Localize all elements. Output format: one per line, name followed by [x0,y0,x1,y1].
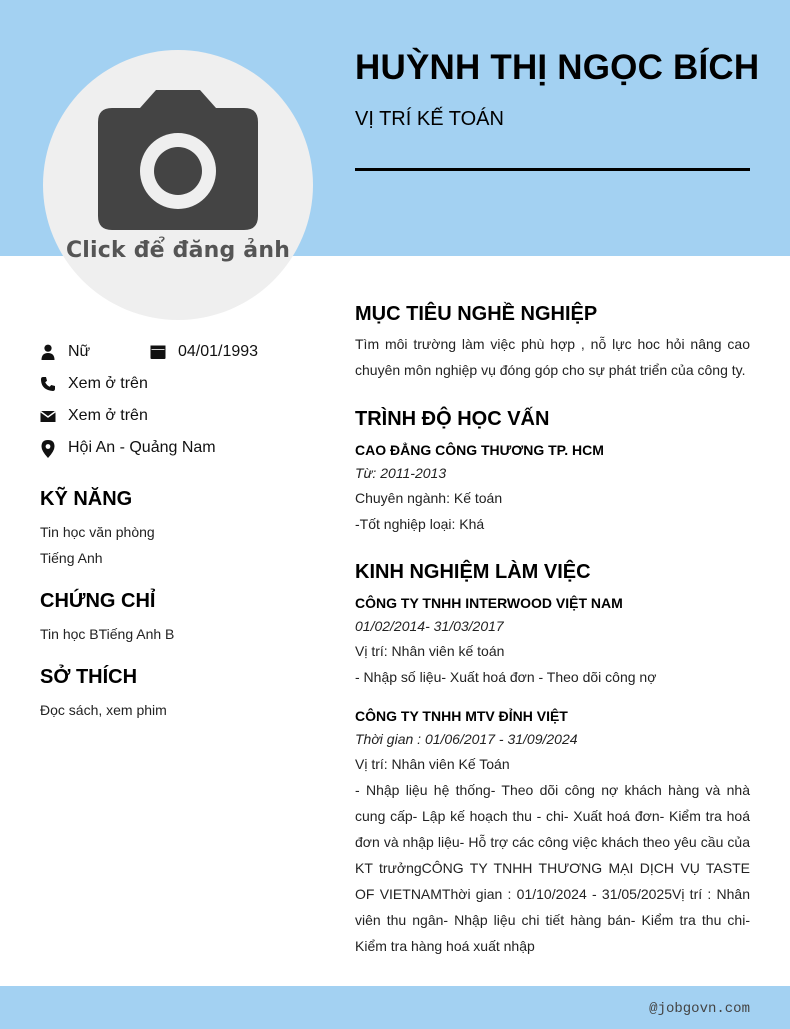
skill-item: Tin học văn phòng [40,524,155,540]
person-icon [40,344,56,360]
avatar-upload[interactable] [43,50,313,320]
gender-value: Nữ [68,343,91,360]
hobbies-heading: SỞ THÍCH [40,666,138,688]
phone-value: Xem ở trên [68,375,148,392]
education-grade: -Tốt nghiệp loại: Khá [355,516,485,532]
title-divider [355,168,750,171]
education-period: Từ: 2011-2013 [355,465,447,481]
skills-heading: KỸ NĂNG [40,488,133,510]
job-role: Vị trí: Nhân viên Kế Toán [355,756,510,772]
contact-phone [40,375,148,393]
calendar-icon [150,344,166,360]
objective-heading: MỤC TIÊU NGHỀ NGHIỆP [355,303,598,325]
job-details: - Nhập số liệu- Xuất hoá đơn - Theo dõi công nợ [355,669,657,685]
skill-item: Tiếng Anh [40,550,103,566]
objective-text: Tìm môi trường làm việc phù hợp , nỗ lực hoc hỏi nâng cao chuyên môn nghiệp vụ đóng góp cho sự phát triển của công ty. [355,336,750,378]
contact-gender [40,343,90,361]
candidate-position: VỊ TRÍ KẾ TOÁN [355,108,504,130]
job-period: 01/02/2014- 31/03/2017 [355,618,504,634]
education-major: Chuyên ngành: Kế toán [355,490,503,506]
hobbies-text: Đọc sách, xem phim [40,702,167,718]
job-details: - Nhập liệu hệ thống- Theo dõi công nợ khách hàng và nhà cung cấp- Lập kế hoạch thu - chi- Xuất hoá đơn- Kiểm tra hoá đơn và nhập liệu- Hỗ trợ các công việc khách theo yêu cầu của KT trưởngCÔNG TY TNHH THƯƠNG MẠI DỊCH VỤ TASTE OF VIETNAMThời gian : 01/10/2024 - 31/05/2025Vị trí : Nhân viên thu ngân- Nhập liệu chi tiết hàng bán- Kiểm tra thu chi- Kiểm tra hàng hoá xuất nhập [355,782,750,954]
location-pin-icon [40,440,56,456]
contact-email [40,407,148,425]
envelope-icon [40,408,56,424]
address-value: Hội An - Quảng Nam [68,439,216,456]
education-school: CAO ĐẲNG CÔNG THƯƠNG TP. HCM [355,442,604,458]
experience-heading: KINH NGHIỆM LÀM VIỆC [355,561,591,583]
avatar-upload-label: Click để đăng ảnh [65,238,291,263]
birthdate-value: 04/01/1993 [178,343,259,360]
education-heading: TRÌNH ĐỘ HỌC VẤN [355,408,550,430]
contact-birthdate [150,343,258,361]
job-company: CÔNG TY TNHH MTV ĐỈNH VIỆT [355,708,568,724]
job-company: CÔNG TY TNHH INTERWOOD VIỆT NAM [355,595,623,611]
contact-address [40,439,216,457]
job-role: Vị trí: Nhân viên kế toán [355,643,505,659]
email-value: Xem ở trên [68,407,148,424]
certificates-text: Tin học BTiếng Anh B [40,626,175,642]
footer-watermark: @jobgovn.com [649,1001,750,1017]
candidate-name: HUỲNH THỊ NGỌC BÍCH [355,48,760,87]
job-period: Thời gian : 01/06/2017 - 31/09/2024 [355,731,578,747]
certificates-heading: CHỨNG CHỈ [40,590,156,612]
camera-icon [98,90,258,230]
phone-icon [40,376,56,392]
